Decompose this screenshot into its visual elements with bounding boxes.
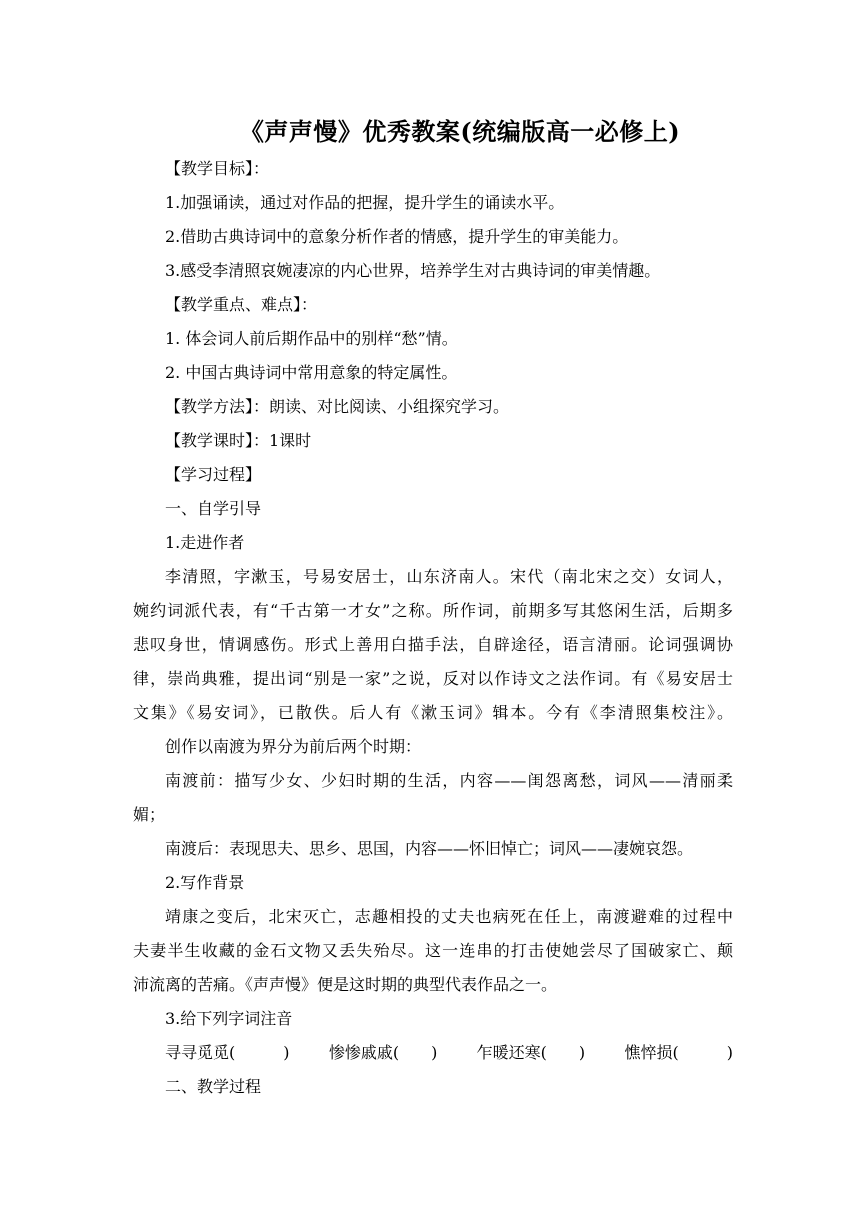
phonetic-item: 惨惨戚戚( ) [328,1043,438,1062]
page-title: 《声声慢》优秀教案(统编版高一必修上) [239,117,681,146]
subheading-background: 2.写作背景 [165,873,245,892]
author-paragraph-line: 律，崇尚典雅，提出词“别是一家”之说，反对以作诗文之法作词。有《易安居士 [133,669,733,688]
author-paragraph-line: 婉约词派代表，有“千古第一才女”之称。所作词，前期多写其悠闲生活，后期多 [133,601,733,620]
background-paragraph-line: 靖康之变后，北宋灭亡，志趣相投的丈夫也病死在任上，南渡避难的过程中 [165,907,733,926]
periods-intro: 创作以南渡为界分为前后两个时期： [165,737,422,756]
before-southern-crossing-line: 南渡前：描写少女、少妇时期的生活，内容——闺怨离愁，词风——清丽柔 [165,771,733,790]
keypoint-item: 2. 中国古典诗词中常用意象的特定属性。 [165,363,458,382]
objective-item: 3.感受李清照哀婉凄凉的内心世界，培养学生对古典诗词的审美情趣。 [165,261,661,280]
section-heading-self-study: 一、自学引导 [165,499,262,518]
keypoint-item: 1. 体会词人前后期作品中的别样“愁”情。 [165,329,458,348]
phonetic-item: 憔悴损( ) [624,1043,733,1062]
author-paragraph-line: 李清照，字漱玉，号易安居士，山东济南人。宋代（南北宋之交）女词人， [165,567,733,586]
before-southern-crossing-line: 媚； [133,805,166,824]
subheading-author: 1.走进作者 [165,533,245,552]
background-paragraph-line: 沛流离的苦痛。《声声慢》便是这时期的典型代表作品之一。 [133,975,558,994]
objectives-heading: 【教学目标】： [165,159,270,178]
process-heading: 【学习过程】 [165,465,262,484]
author-paragraph-line: 文集》《易安词》，已散佚。后人有《漱玉词》辑本。今有《李清照集校注》。 [133,703,733,722]
phonetic-item: 寻寻觅觅( ) [165,1043,290,1062]
after-southern-crossing-line: 南渡后：表现思夫、思乡、思国，内容——怀旧悼亡；词风——凄婉哀怨。 [165,839,694,858]
phonetic-item: 乍暖还寒( ) [476,1043,586,1062]
subheading-phonetics: 3.给下列字词注音 [165,1009,293,1028]
keypoints-heading: 【教学重点、难点】： [165,295,318,314]
teaching-hours: 【教学课时】：1课时 [165,431,312,450]
document-body [133,152,733,1104]
phonetic-exercise-row [133,1036,733,1070]
objective-item: 1.加强诵读，通过对作品的把握，提升学生的诵读水平。 [165,193,565,212]
background-paragraph-line: 夫妻半生收藏的金石文物又丢失殆尽。这一连串的打击使她尝尽了国破家亡、颠 [133,941,733,960]
section-heading-teaching-process: 二、教学过程 [165,1077,262,1096]
objective-item: 2.借助古典诗词中的意象分析作者的情感，提升学生的审美能力。 [165,227,629,246]
teaching-method: 【教学方法】：朗读、对比阅读、小组探究学习。 [165,397,510,416]
author-paragraph-line: 悲叹身世，情调感伤。形式上善用白描手法，自辟途径，语言清丽。论词强调协 [133,635,733,654]
